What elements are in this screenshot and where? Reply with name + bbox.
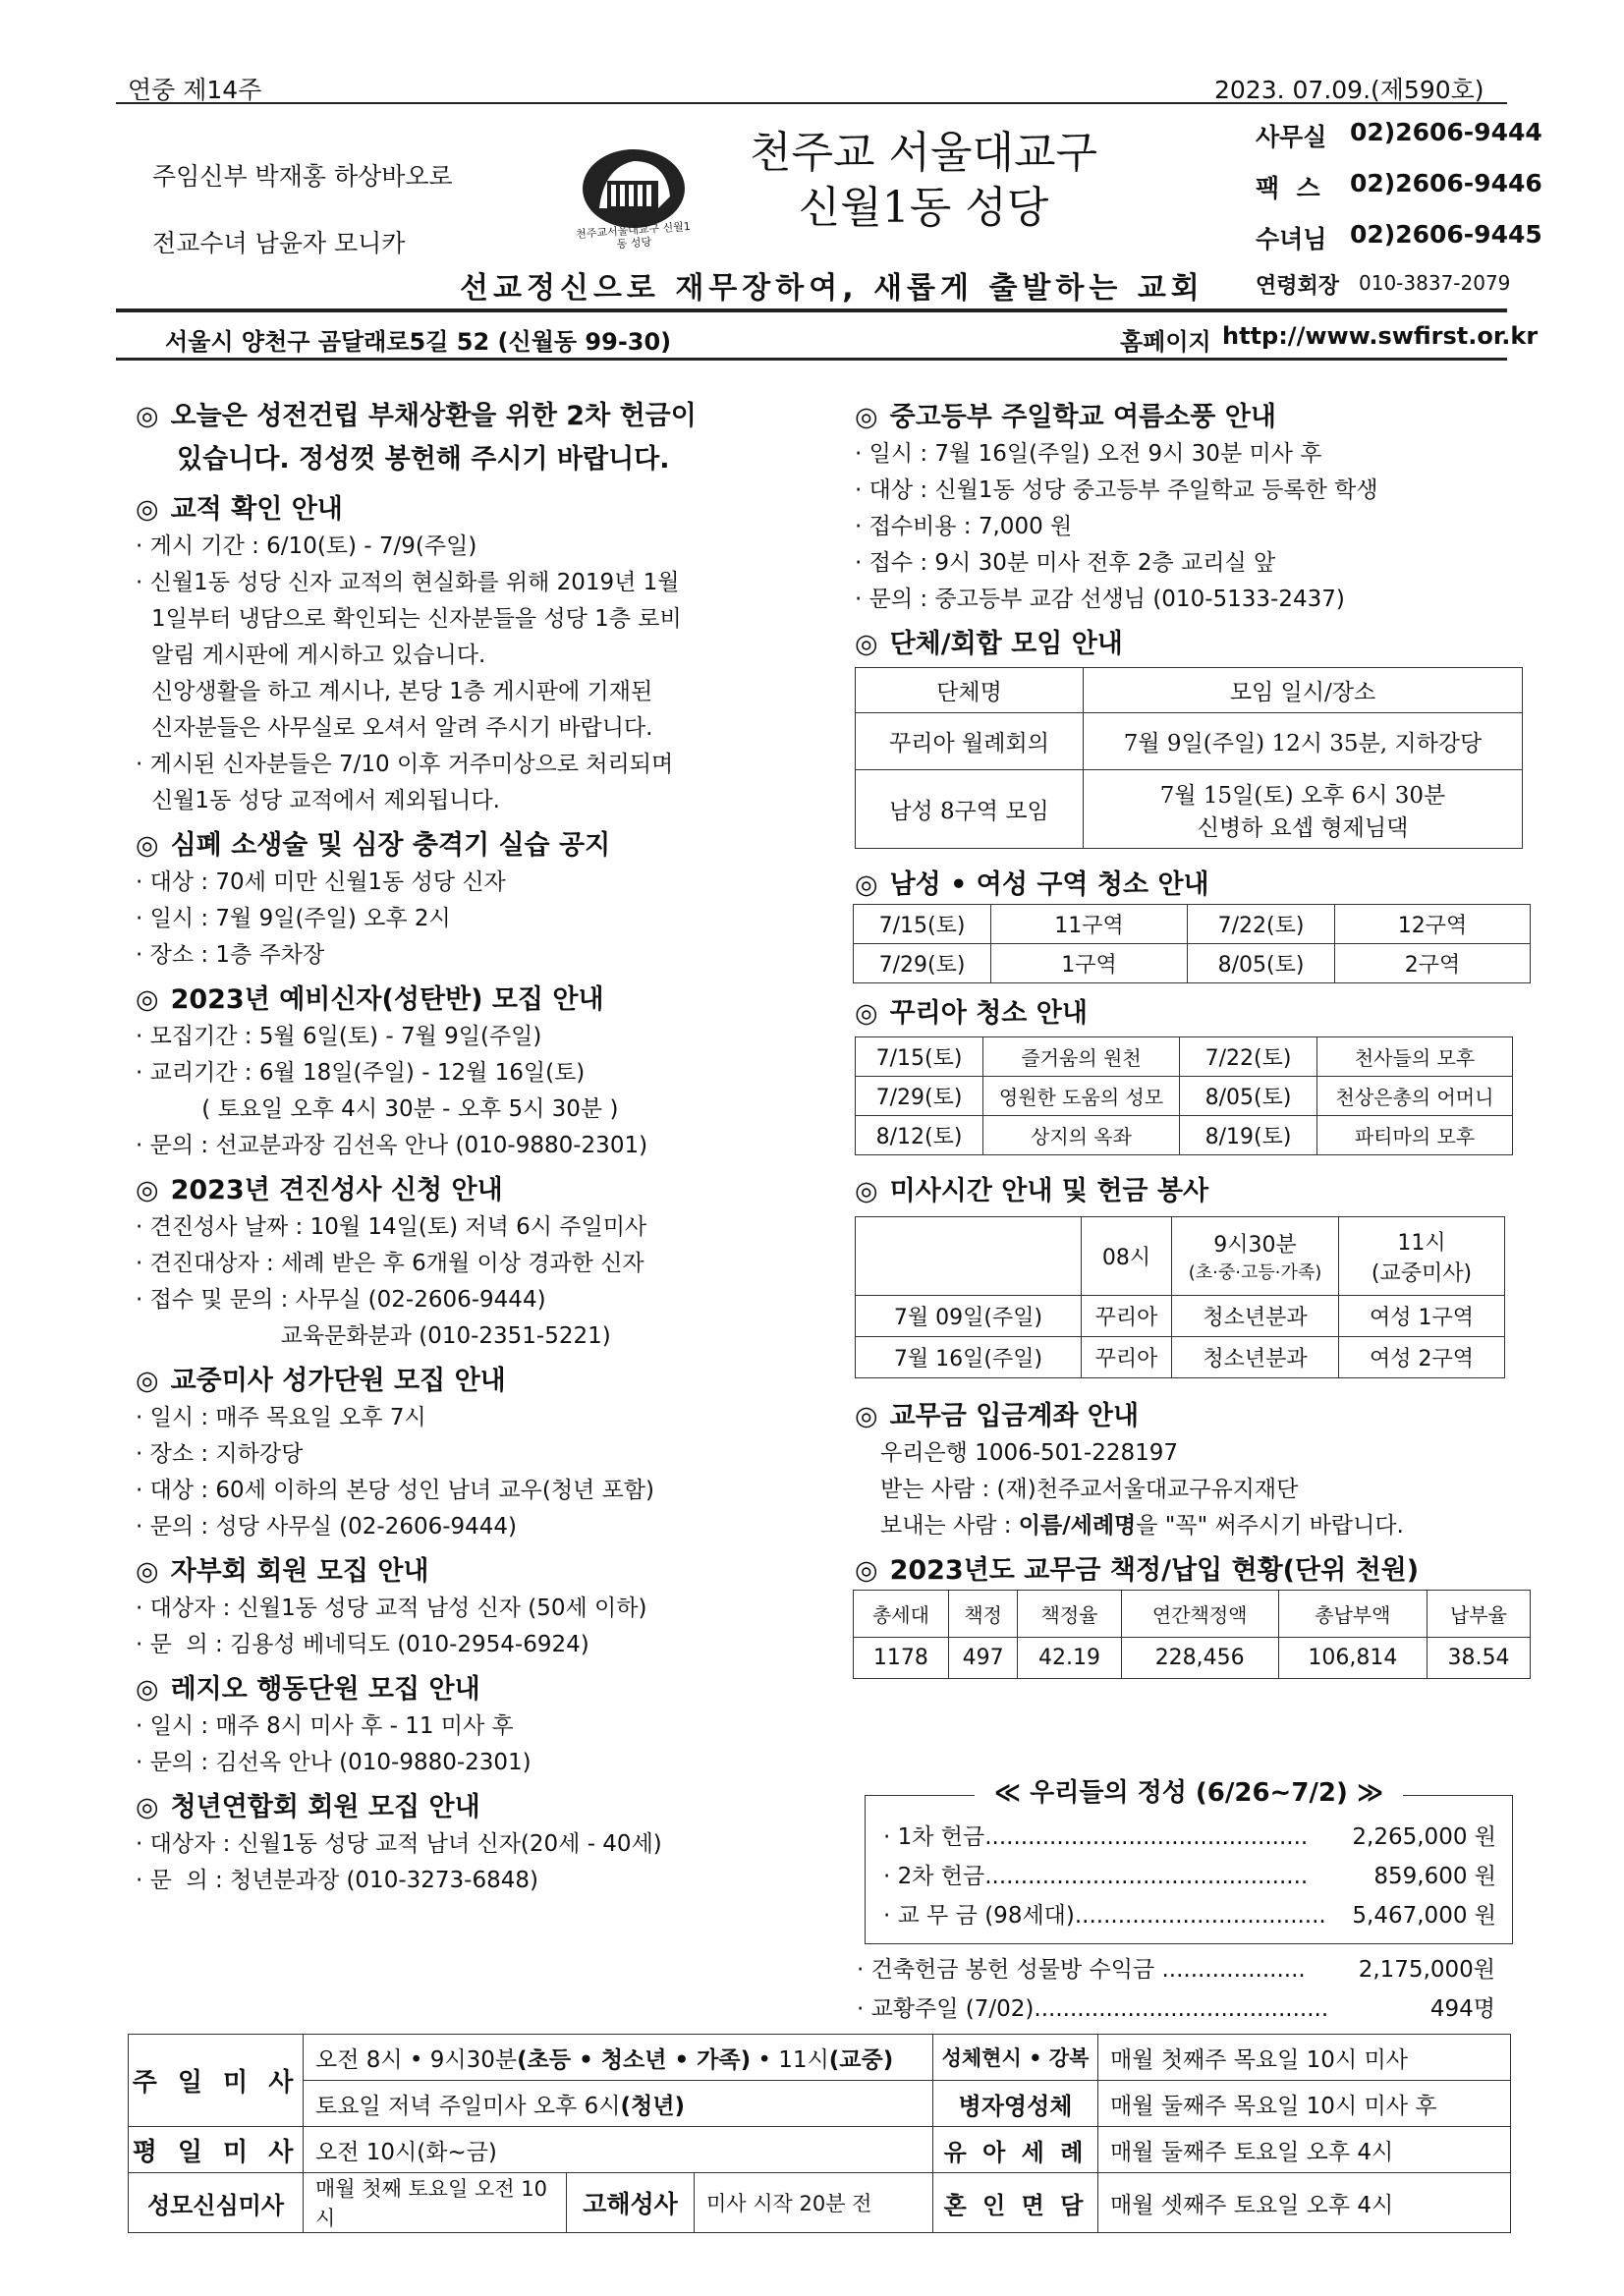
curia-title: ◎ 꾸리아 청소 안내 bbox=[855, 998, 1088, 1029]
section-item: · 접수 및 문의 : 사무실 (02-2606-9444) bbox=[136, 1287, 546, 1313]
section-item: · 장소 : 지하강당 bbox=[136, 1441, 304, 1467]
cleaning-title: ◎ 남성 • 여성 구역 청소 안내 bbox=[855, 869, 1209, 900]
infant-baptism-label: 유 아 세 례 bbox=[933, 2127, 1098, 2173]
dues-title: ◎ 2023년도 교무금 책정/납입 현황(단위 천원) bbox=[855, 1555, 1420, 1586]
curia-cell: 7/15(토) bbox=[856, 1037, 983, 1077]
cleaning-cell: 7/29(토) bbox=[854, 944, 991, 983]
section-item: · 문의 : 성당 사무실 (02-2606-9444) bbox=[136, 1514, 518, 1540]
week-label: 연중 제14주 bbox=[128, 76, 262, 104]
curia-cell: 7/22(토) bbox=[1180, 1037, 1317, 1077]
curia-cell: 즐거움의 원천 bbox=[983, 1037, 1180, 1077]
mass-cell: 청소년분과 bbox=[1172, 1337, 1339, 1378]
phone-fax-label: 팩 스 bbox=[1256, 174, 1320, 202]
section-item: · 대상자 : 신월1동 성당 교적 남성 신자 (50세 이하) bbox=[136, 1596, 647, 1621]
groups-table bbox=[855, 667, 1523, 849]
cleaning-cell: 12구역 bbox=[1335, 905, 1531, 944]
adoration-label: 성체현시 • 강복 bbox=[933, 2035, 1098, 2081]
account-sender: 보내는 사람 : 이름/세례명을 "꼭" 써주시기 바랍니다. bbox=[880, 1513, 1404, 1539]
section-item: · 신월1동 성당 신자 교적의 현실화를 위해 2019년 1월 bbox=[136, 570, 680, 595]
cleaning-cell: 1구역 bbox=[991, 944, 1188, 983]
mass-title: ◎ 미사시간 안내 및 헌금 봉사 bbox=[855, 1176, 1209, 1206]
dues-header: 책정 bbox=[948, 1591, 1018, 1638]
section-item: · 견진대상자 : 세례 받은 후 6개월 이상 경과한 신자 bbox=[136, 1251, 644, 1276]
curia-cell: 8/19(토) bbox=[1180, 1116, 1317, 1155]
section-item: 신자분들은 사무실로 오셔서 알려 주시기 바랍니다. bbox=[151, 715, 653, 741]
mass-cell: 꾸리아 bbox=[1082, 1337, 1172, 1378]
mary-mass-time: 매월 첫째 토요일 오전 10시 bbox=[304, 2173, 567, 2233]
account-receiver: 받는 사람 : (재)천주교서울대교구유지재단 bbox=[880, 1477, 1299, 1502]
dues-value: 42.19 bbox=[1018, 1638, 1121, 1679]
section-item: 신앙생활을 하고 계시나, 본당 1층 게시판에 기재된 bbox=[151, 679, 653, 704]
section-item: · 교리기간 : 6월 18일(주일) - 12월 16일(토) bbox=[136, 1060, 586, 1086]
section-item: 알림 게시판에 게시하고 있습니다. bbox=[151, 643, 486, 668]
announcement-line1: 오늘은 성전건립 부채상환을 위한 2차 헌금이 bbox=[170, 401, 697, 431]
cleaning-cell: 8/05(토) bbox=[1188, 944, 1335, 983]
section-item: · 문 의 : 김용성 베네딕도 (010-2954-6924) bbox=[136, 1632, 589, 1657]
summer-title: ◎ 중고등부 주일학교 여름소풍 안내 bbox=[855, 402, 1276, 432]
parish-title-line2: 신월1동 성당 bbox=[798, 183, 1049, 233]
left-sections bbox=[136, 491, 813, 1899]
section-item: · 게시 기간 : 6/10(토) - 7/9(주일) bbox=[136, 533, 477, 559]
mass-header-sub: (초·중·고등·가족) bbox=[1188, 1262, 1322, 1283]
offering-row: · 2차 헌금............................................. 859,600 원 bbox=[883, 1864, 1496, 1889]
mass-cell: 여성 2구역 bbox=[1339, 1337, 1505, 1378]
wedding-label: 혼 인 면 담 bbox=[933, 2173, 1098, 2233]
dues-value: 1178 bbox=[854, 1638, 949, 1679]
section-title: ◎ 레지오 행동단원 모집 안내 bbox=[136, 1674, 480, 1705]
announcement-mark: ◎ bbox=[136, 401, 159, 431]
curia-cell: 천사들의 모후 bbox=[1317, 1037, 1513, 1077]
section-item: · 일시 : 7월 9일(주일) 오후 2시 bbox=[136, 906, 451, 931]
wedding-time: 매월 셋째주 토요일 오후 4시 bbox=[1098, 2173, 1511, 2233]
summer-item: · 접수 : 9시 30분 미사 전후 2층 교리실 앞 bbox=[855, 550, 1276, 576]
mass-cell: 청소년분과 bbox=[1172, 1296, 1339, 1337]
pastor-name: 주임신부 박재홍 하상바오로 bbox=[152, 162, 453, 191]
dues-table bbox=[853, 1590, 1531, 1679]
dues-header: 총세대 bbox=[854, 1591, 949, 1638]
section-item: · 문의 : 선교분과장 김선옥 안나 (010-9880-2301) bbox=[136, 1133, 648, 1158]
phone-office-label: 사무실 bbox=[1256, 123, 1327, 151]
groups-cell-line: 7월 15일(토) 오후 6시 30분 bbox=[1159, 782, 1446, 809]
weekday-mass-label: 평 일 미 사 bbox=[129, 2127, 304, 2173]
offering-title: ≪ 우리들의 정성 (6/26~7/2) ≫ bbox=[975, 1778, 1403, 1808]
groups-cell: 남성 8구역 모임 bbox=[856, 770, 1084, 849]
offering-row: · 교 무 금 (98세대)................................... 5,467,000 원 bbox=[883, 1903, 1496, 1929]
announcement-line2: 있습니다. 정성껏 봉헌해 주시기 바랍니다. bbox=[177, 444, 670, 475]
section-item: · 문 의 : 청년분과장 (010-3273-6848) bbox=[136, 1868, 538, 1893]
saturday-mass-time: 토요일 저녁 주일미사 오후 6시(청년) bbox=[304, 2081, 933, 2127]
section-item: · 게시된 신자분들은 7/10 이후 거주미상으로 처리되며 bbox=[136, 752, 674, 777]
offering-extra-row: · 교황주일 (7/02)......................................... 494명 bbox=[857, 1996, 1495, 2022]
mass-header bbox=[856, 1217, 1082, 1296]
account-title: ◎ 교무금 입금계좌 안내 bbox=[855, 1401, 1140, 1431]
offering-extra-row: · 건축헌금 봉헌 성물방 수익금 .................... 2,175,000원 bbox=[857, 1957, 1495, 1983]
curia-table bbox=[855, 1036, 1513, 1155]
dues-value: 228,456 bbox=[1121, 1638, 1278, 1679]
mass-cell: 꾸리아 bbox=[1082, 1296, 1172, 1337]
cleaning-cell: 11구역 bbox=[991, 905, 1188, 944]
logo-caption: 천주교서울대교구 신월1동 성당 bbox=[575, 219, 692, 252]
section-title: ◎ 자부회 회원 모집 안내 bbox=[136, 1556, 429, 1587]
section-item: · 견진성사 날짜 : 10월 14일(토) 저녁 6시 주일미사 bbox=[136, 1214, 647, 1240]
adoration-time: 매월 첫째주 목요일 10시 미사 bbox=[1098, 2035, 1511, 2081]
mass-header-sub: (교중미사) bbox=[1371, 1260, 1473, 1286]
summer-items bbox=[855, 436, 1533, 618]
mass-header: 08시 bbox=[1082, 1217, 1172, 1296]
offering-extra bbox=[857, 1950, 1495, 2029]
mass-header: 11시 bbox=[1397, 1230, 1446, 1256]
dues-header: 납부율 bbox=[1427, 1591, 1530, 1638]
groups-cell: 꾸리아 월례회의 bbox=[856, 713, 1084, 770]
section-item: 교육문화분과 (010-2351-5221) bbox=[151, 1323, 611, 1349]
section-item: · 문의 : 김선옥 안나 (010-9880-2301) bbox=[136, 1750, 532, 1775]
mass-table bbox=[855, 1216, 1505, 1378]
curia-cell: 파티마의 모후 bbox=[1317, 1116, 1513, 1155]
offering-title-wrap bbox=[866, 1772, 1512, 1809]
right-column bbox=[855, 395, 1533, 1679]
curia-cell: 상지의 옥좌 bbox=[983, 1116, 1180, 1155]
section-item: · 모집기간 : 5월 6일(토) - 7월 9일(주일) bbox=[136, 1024, 542, 1049]
groups-header: 모임 일시/장소 bbox=[1084, 668, 1523, 713]
section-title: ◎ 교중미사 성가단원 모집 안내 bbox=[136, 1366, 506, 1396]
groups-header: 단체명 bbox=[856, 668, 1084, 713]
cleaning-cell: 7/22(토) bbox=[1188, 905, 1335, 944]
section-item: · 일시 : 매주 목요일 오후 7시 bbox=[136, 1405, 426, 1430]
phone-office-number: 02)2606-9444 bbox=[1350, 118, 1542, 146]
groups-title: ◎ 단체/회합 모임 안내 bbox=[855, 629, 1123, 659]
dues-value: 106,814 bbox=[1278, 1638, 1427, 1679]
dues-header: 연간책정액 bbox=[1121, 1591, 1278, 1638]
weekday-mass-time: 오전 10시(화~금) bbox=[304, 2127, 933, 2173]
mass-cell: 여성 1구역 bbox=[1339, 1296, 1505, 1337]
section-title: ◎ 교적 확인 안내 bbox=[136, 494, 343, 525]
curia-cell: 8/12(토) bbox=[856, 1116, 983, 1155]
section-item: 신월1동 성당 교적에서 제외됩니다. bbox=[151, 788, 500, 813]
federation-label: 연령회장 bbox=[1256, 274, 1340, 299]
parish-address: 서울시 양천구 곰달래로5길 52 (신월동 99-30) bbox=[165, 328, 672, 356]
sister-name: 전교수녀 남윤자 모니카 bbox=[152, 229, 406, 257]
dues-header: 총납부액 bbox=[1278, 1591, 1427, 1638]
infant-baptism-time: 매월 둘째주 토요일 오후 4시 bbox=[1098, 2127, 1511, 2173]
parish-title-line1: 천주교 서울대교구 bbox=[749, 128, 1098, 178]
homepage-link[interactable]: http://www.swfirst.or.kr bbox=[1222, 322, 1539, 350]
offering-box bbox=[865, 1778, 1513, 1944]
announcement bbox=[136, 395, 813, 481]
cleaning-table bbox=[853, 904, 1531, 983]
section-title: ◎ 청년연합회 회원 모집 안내 bbox=[136, 1792, 480, 1822]
dues-value: 497 bbox=[948, 1638, 1018, 1679]
sunday-mass-label: 주 일 미 사 bbox=[129, 2035, 304, 2127]
section-item: · 일시 : 매주 8시 미사 후 - 11 미사 후 bbox=[136, 1713, 514, 1739]
section-title: ◎ 2023년 견진성사 신청 안내 bbox=[136, 1175, 503, 1205]
confession-label: 고해성사 bbox=[567, 2173, 695, 2233]
curia-cell: 7/29(토) bbox=[856, 1077, 983, 1116]
mass-cell: 7월 09일(주일) bbox=[856, 1296, 1082, 1337]
curia-cell: 영원한 도움의 성모 bbox=[983, 1077, 1180, 1116]
dues-header: 책정율 bbox=[1018, 1591, 1121, 1638]
groups-cell-line: 신병하 요셉 형제님댁 bbox=[1197, 814, 1409, 841]
federation-number: 010-3837-2079 bbox=[1359, 271, 1511, 295]
curia-cell: 8/05(토) bbox=[1180, 1077, 1317, 1116]
section-title: ◎ 심폐 소생술 및 심장 충격기 실습 공지 bbox=[136, 830, 611, 861]
parish-motto: 선교정신으로 재무장하여, 새롭게 출발하는 교회 bbox=[460, 271, 1204, 306]
curia-cell: 천상은총의 어머니 bbox=[1317, 1077, 1513, 1116]
phone-sister-label: 수녀님 bbox=[1256, 225, 1327, 253]
sick-communion-time: 매월 둘째주 목요일 10시 미사 후 bbox=[1098, 2081, 1511, 2127]
mass-header: 9시30분 bbox=[1213, 1233, 1297, 1258]
mary-mass-label: 성모신심미사 bbox=[129, 2173, 304, 2233]
homepage-label: 홈페이지 bbox=[1120, 328, 1211, 356]
cleaning-cell: 7/15(토) bbox=[854, 905, 991, 944]
section-item: 1일부터 냉담으로 확인되는 신자분들을 성당 1층 로비 bbox=[151, 606, 682, 632]
account-bank: 우리은행 1006-501-228197 bbox=[880, 1440, 1179, 1466]
groups-cell: 7월 9일(주일) 12시 35분, 지하강당 bbox=[1084, 713, 1523, 770]
section-item: · 대상 : 70세 미만 신월1동 성당 신자 bbox=[136, 869, 506, 895]
left-column bbox=[136, 395, 813, 1899]
sunday-mass-time: 오전 8시 • 9시30분(초등 • 청소년 • 가족) • 11시(교중) bbox=[304, 2035, 933, 2081]
offering-row: · 1차 헌금............................................. 2,265,000 원 bbox=[883, 1824, 1496, 1850]
summer-item: · 대상 : 신월1동 성당 중고등부 주일학교 등록한 학생 bbox=[855, 477, 1378, 503]
issue-date: 2023. 07.09.(제590호) bbox=[1214, 76, 1484, 104]
mass-cell: 7월 16일(주일) bbox=[856, 1337, 1082, 1378]
section-item: · 장소 : 1층 주차장 bbox=[136, 942, 325, 968]
confession-time: 미사 시작 20분 전 bbox=[695, 2173, 933, 2233]
phone-sister-number: 02)2606-9445 bbox=[1350, 220, 1542, 249]
summer-item: · 문의 : 중고등부 교감 선생님 (010-5133-2437) bbox=[855, 587, 1345, 612]
summer-item: · 일시 : 7월 16일(주일) 오전 9시 30분 미사 후 bbox=[855, 441, 1322, 467]
section-title: ◎ 2023년 예비신자(성탄반) 모집 안내 bbox=[136, 984, 604, 1015]
schedule-table bbox=[128, 2034, 1511, 2233]
section-item: ( 토요일 오후 4시 30분 - 오후 5시 30분 ) bbox=[151, 1096, 619, 1122]
phone-fax-number: 02)2606-9446 bbox=[1350, 169, 1542, 197]
summer-item: · 접수비용 : 7,000 원 bbox=[855, 514, 1073, 539]
dues-value: 38.54 bbox=[1427, 1638, 1530, 1679]
cleaning-cell: 2구역 bbox=[1335, 944, 1531, 983]
groups-cell bbox=[1084, 770, 1523, 849]
sick-communion-label: 병자영성체 bbox=[933, 2081, 1098, 2127]
section-item: · 대상자 : 신월1동 성당 교적 남녀 신자(20세 - 40세) bbox=[136, 1831, 662, 1857]
section-item: · 대상 : 60세 이하의 본당 성인 남녀 교우(청년 포함) bbox=[136, 1478, 654, 1503]
